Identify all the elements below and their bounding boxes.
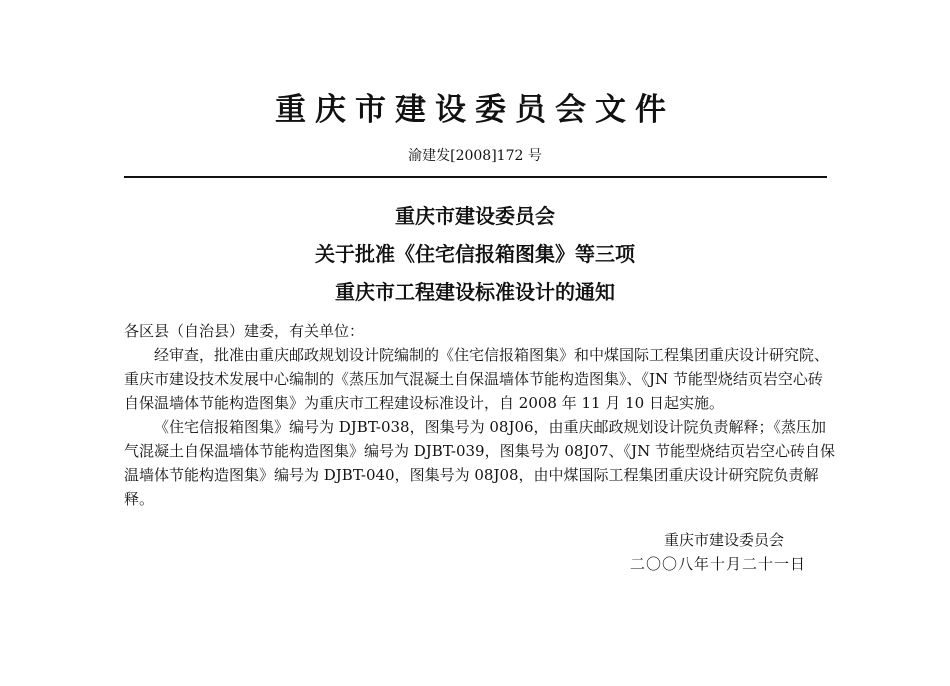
document-header-title: 重庆市建设委员会文件 [275, 92, 675, 128]
body-paragraph-1: 经审查，批准由重庆邮政规划设计院编制的《住宅信报箱图集》和中煤国际工程集团重庆设计研究院、重庆市建设技术发展中心编制的《蒸压加气混凝土自保温墙体节能构造图集》、《JN 节能型烧结页岩空心砖自保温墙体节能构造图集》为重庆市工程建设标准设计，自 2008 年 11 月 10 日起实施。 [124, 346, 830, 412]
salutation: 各区县（自治县）建委，有关单位： [124, 322, 365, 340]
header-divider [124, 176, 827, 178]
body-paragraph-2: 《住宅信报箱图集》编号为 DJBT-038，图集号为 08J06，由重庆邮政规划设计院负责解释；《蒸压加气混凝土自保温墙体节能构造图集》编号为 DJBT-039，图集号为 08J07、《JN 节能型烧结页岩空心砖自保温墙体节能构造图集》编号为 DJBT-040，图集号为 08J08，由中煤国际工程集团重庆设计研究院负责解释。 [124, 418, 835, 508]
document-number: 渝建发[2008]172 号 [408, 148, 542, 164]
notice-title-line-1: 重庆市建设委员会 [395, 204, 555, 228]
notice-title-line-2: 关于批准《住宅信报箱图集》等三项 [315, 242, 635, 266]
notice-title-line-3: 重庆市工程建设标准设计的通知 [335, 280, 615, 304]
signoff-block [630, 528, 850, 576]
signoff-date: 二〇〇八年十月二十一日 [630, 555, 807, 573]
notice-body [124, 319, 836, 511]
signoff-organization: 重庆市建设委员会 [664, 531, 785, 549]
